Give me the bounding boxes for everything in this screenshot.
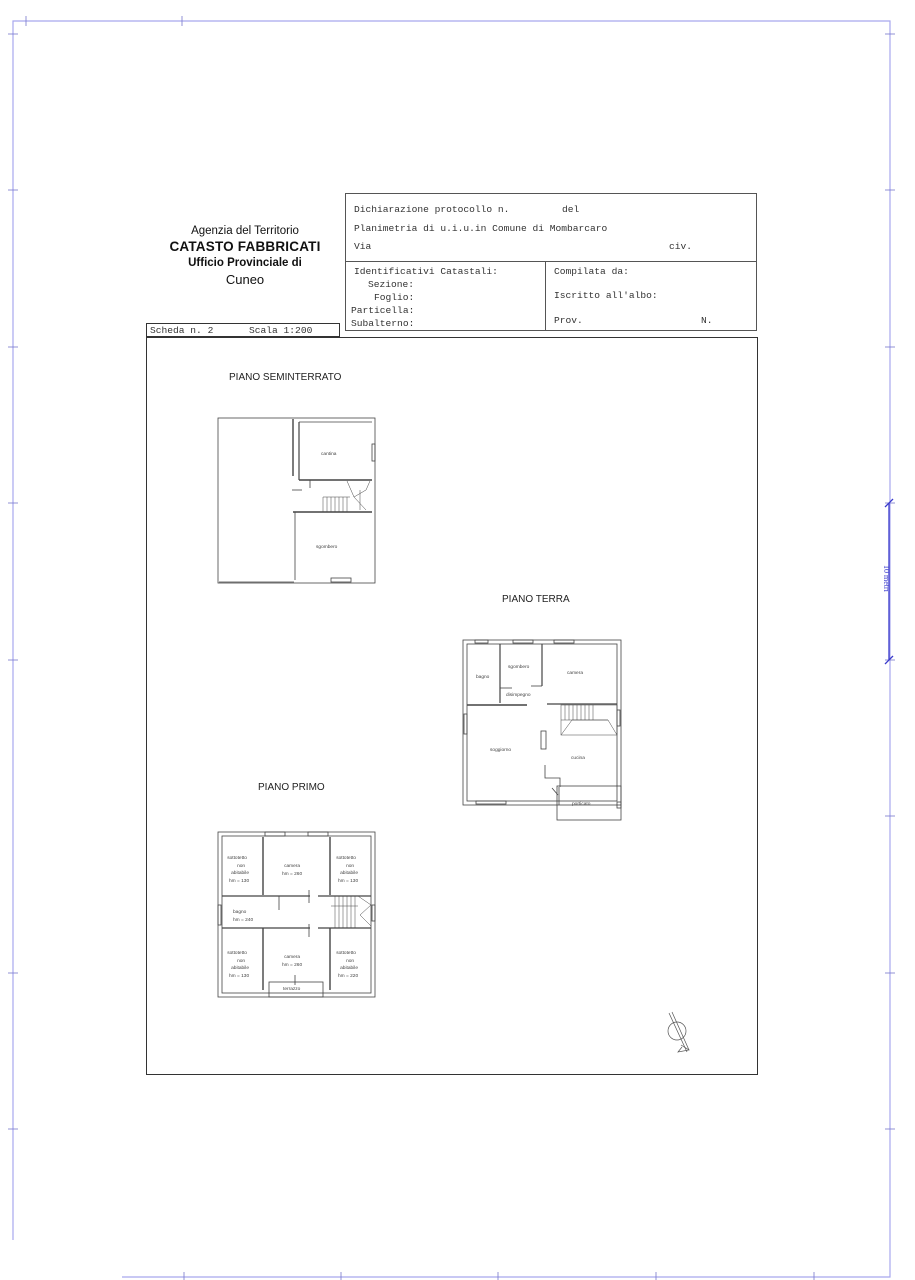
planimetria-label: Planimetria di u.i.u.in Comune di Mombarcaro: [354, 223, 608, 234]
floor-title-terra: PIANO TERRA: [502, 594, 570, 605]
scale-ratio: Scala 1:200: [249, 325, 313, 336]
room-label-line: sottotetto: [336, 856, 356, 861]
room-camera-south: [282, 954, 302, 969]
iscritto-label: Iscritto all'albo:: [554, 290, 658, 301]
room-label-line: abitabile: [340, 966, 358, 971]
room-cucina: cucina: [571, 756, 585, 761]
room-sottotetto-se: [334, 950, 358, 980]
compilata-label: Compilata da:: [554, 266, 629, 277]
room-label-line: non: [346, 958, 355, 964]
room-label-line: non: [237, 863, 246, 869]
room-label-line: hm = 130: [229, 973, 250, 979]
scheda-number: Scheda n. 2: [150, 325, 214, 336]
room-cantina: cantina: [321, 452, 337, 457]
identificativi-label: Identificativi Catastali:: [354, 266, 498, 277]
scale-bar-label: 10 metri: [882, 565, 891, 592]
room-label-line: sottotetto: [227, 856, 247, 861]
catasto-title: CATASTO FABBRICATI: [169, 239, 321, 254]
plan-terra: [463, 640, 621, 820]
del-label: del: [562, 204, 580, 215]
room-label-line: hm = 240: [233, 917, 254, 923]
room-terrazzo: terrazzo: [283, 987, 301, 992]
room-sottotetto-sw: [225, 950, 249, 980]
room-label-line: abitabile: [231, 966, 249, 971]
room-sottotetto-nw: [225, 855, 249, 885]
room-label-line: camera: [284, 864, 301, 869]
office-city: Cuneo: [225, 272, 265, 287]
room-porticato: porticato: [572, 802, 591, 807]
room-sottotetto-ne: [334, 855, 358, 885]
north-arrow-icon: [668, 1012, 689, 1052]
room-label-line: sottotetto: [227, 951, 247, 956]
foglio-label: Foglio:: [374, 292, 415, 303]
room-label-line: camera: [284, 955, 301, 960]
room-camera-terra: camera: [567, 671, 583, 676]
civ-label: civ.: [669, 241, 693, 252]
room-sgombero-seminterrato: sgombero: [316, 545, 338, 550]
particella-label: Particella:: [351, 305, 415, 316]
floor-title-primo: PIANO PRIMO: [258, 782, 325, 793]
plan-seminterrato: [218, 418, 375, 583]
agency-name: Agenzia del Territorio: [191, 225, 299, 237]
room-label-line: hm = 220: [338, 973, 359, 979]
room-label-line: bagno: [233, 910, 247, 915]
room-label-line: non: [346, 863, 355, 869]
sezione-label: Sezione:: [368, 279, 415, 290]
room-label-line: hm = 130: [229, 878, 250, 884]
office-label: Ufficio Provinciale di: [188, 257, 302, 269]
room-camera-north: [282, 863, 302, 878]
n-label: N.: [701, 315, 713, 326]
room-label-line: abitabile: [340, 871, 358, 876]
room-soggiorno: soggiorno: [490, 748, 512, 753]
room-bagno-terra: bagno: [476, 675, 490, 680]
room-sgombero-terra: sgombero: [508, 665, 530, 670]
room-disimpegno: disimpegno: [506, 693, 531, 698]
prov-label: Prov.: [554, 315, 583, 326]
room-label-line: hm = 130: [338, 878, 359, 884]
room-label-line: abitabile: [231, 871, 249, 876]
dichiarazione-label: Dichiarazione protocollo n.: [354, 204, 510, 215]
via-label: Via: [354, 241, 372, 252]
floor-title-seminterrato: PIANO SEMINTERRATO: [229, 372, 342, 383]
room-label-line: non: [237, 958, 246, 964]
room-label-line: sottotetto: [336, 951, 356, 956]
room-label-line: hm = 260: [282, 962, 303, 968]
room-bagno-primo: [233, 909, 253, 924]
room-label-line: hm = 260: [282, 871, 303, 877]
subalterno-label: Subalterno:: [351, 318, 415, 329]
